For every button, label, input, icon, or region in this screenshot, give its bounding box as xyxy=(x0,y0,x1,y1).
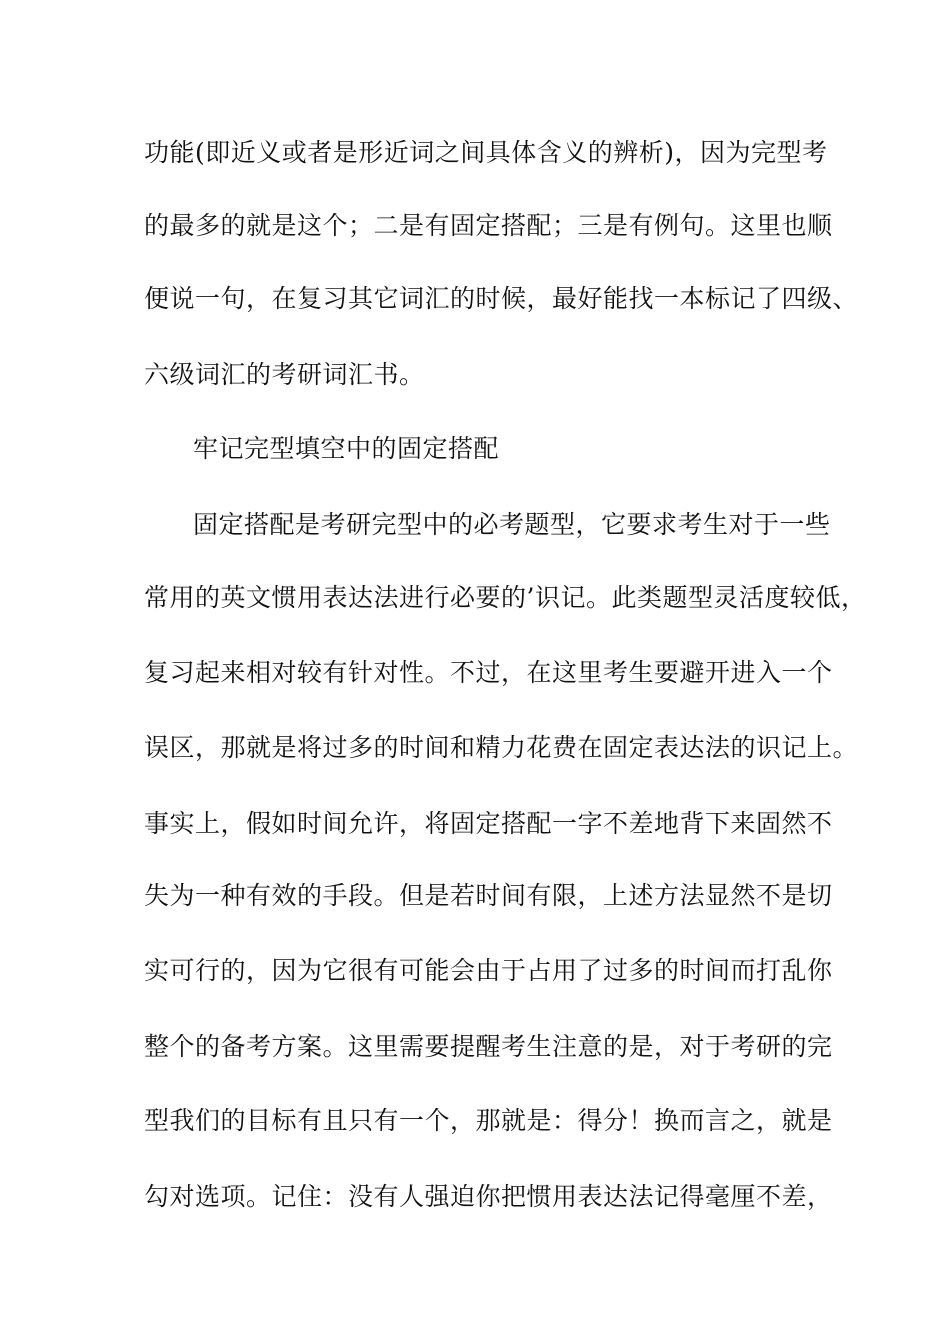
text-line: 失为一种有效的手段。但是若时间有限，上述方法显然不是切 xyxy=(144,881,833,910)
text-line: 事实上，假如时间允许，将固定搭配一字不差地背下来固然不 xyxy=(144,809,833,838)
text-line: 便说一句，在复习其它词汇的时候，最好能找一本标记了四级、 xyxy=(144,284,859,313)
text-line: 的最多的就是这个；二是有固定搭配；三是有例句。这里也顺 xyxy=(144,211,833,240)
section-heading: 牢记完型填空中的固定搭配 xyxy=(193,434,500,463)
text-line: 误区，那就是将过多的时间和精力花费在固定表达法的识记上。 xyxy=(144,733,859,762)
text-line: 复习起来相对较有针对性。不过，在这里考生要避开进入一个 xyxy=(144,658,833,687)
text-line: 型我们的目标有且只有一个，那就是：得分！换而言之，就是 xyxy=(144,1106,833,1135)
paragraph-first-line: 固定搭配是考研完型中的必考题型，它要求考生对于一些 xyxy=(193,510,831,539)
text-line: 勾对选项。记住：没有人强迫你把惯用表达法记得毫厘不差， xyxy=(144,1182,833,1211)
text-line: 功能(即近义或者是形近词之间具体含义的辨析)，因为完型考 xyxy=(144,138,828,167)
text-line: 常用的英文惯用表达法进行必要的’识记。此类题型灵活度较低， xyxy=(144,583,867,612)
text-line: 整个的备考方案。这里需要提醒考生注意的是，对于考研的完 xyxy=(144,1032,833,1061)
text-line: 六级词汇的考研词汇书。 xyxy=(144,360,425,389)
text-line: 实可行的，因为它很有可能会由于占用了过多的时间而打乱你 xyxy=(144,956,833,985)
